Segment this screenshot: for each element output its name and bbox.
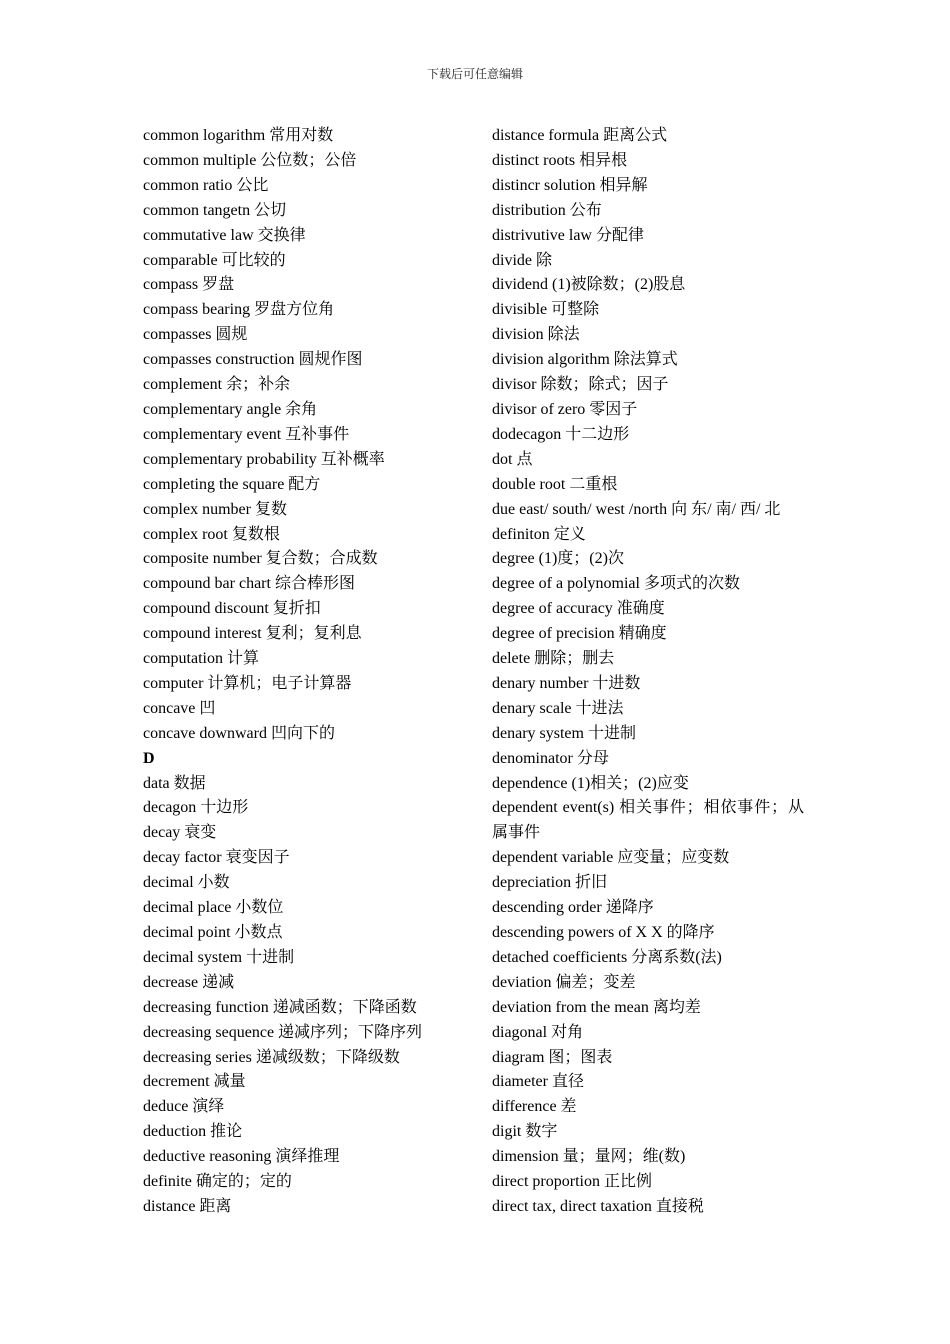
glossary-entry: denary scale 十进法 — [492, 699, 624, 717]
glossary-entry: denary system 十进制 — [492, 724, 636, 742]
glossary-entry: complementary probability 互补概率 — [143, 450, 385, 468]
glossary-entry: compound interest 复利；复利息 — [143, 625, 362, 643]
glossary-entry: distance 距离 — [143, 1197, 232, 1215]
glossary-entry: complementary event 互补事件 — [143, 425, 350, 443]
glossary-entry: divisor of zero 零因子 — [492, 400, 638, 418]
glossary-entry: depreciation 折旧 — [492, 874, 608, 892]
glossary-entry: common multiple 公位数；公倍 — [143, 151, 357, 169]
glossary-entry: definite 确定的；定的 — [143, 1173, 292, 1191]
glossary-entry: deductive reasoning 演绎推理 — [143, 1148, 340, 1166]
page-header: 下载后可任意编辑 — [426, 67, 523, 81]
glossary-entry: concave 凹 — [143, 699, 216, 717]
glossary-entry: compound bar chart 综合棒形图 — [143, 575, 355, 593]
glossary-entry: compass bearing 罗盘方位角 — [143, 301, 335, 319]
glossary-entry: decrement 减量 — [143, 1073, 246, 1091]
glossary-entry: deduction 推论 — [143, 1123, 243, 1141]
section-letter-heading: D — [143, 749, 155, 767]
glossary-entry: descending order 递降序 — [492, 899, 654, 917]
glossary-entry: denary number 十进数 — [492, 674, 641, 692]
glossary-entry: composite number 复合数；合成数 — [143, 550, 378, 568]
glossary-entry: delete 删除；删去 — [492, 650, 615, 668]
glossary-entry: commutative law 交换律 — [143, 226, 306, 244]
glossary-entry: degree of a polynomial 多项式的次数 — [492, 575, 740, 593]
glossary-entry: complementary angle 余角 — [143, 400, 318, 418]
glossary-entry: due east/ south/ west /north 向 东/ 南/ 西/ 北 — [492, 500, 781, 518]
glossary-entry: complex number 复数 — [143, 500, 287, 518]
glossary-entry: diagram 图；图表 — [492, 1048, 613, 1066]
glossary-entry: computation 计算 — [143, 650, 259, 668]
glossary-entry: common ratio 公比 — [143, 176, 269, 194]
glossary-entry: dependent event(s) 相关事件；相依事件；从属事件 — [492, 799, 804, 842]
glossary-entry: difference 差 — [492, 1098, 577, 1116]
glossary-entry: distrivutive law 分配律 — [492, 226, 644, 244]
glossary-entry: decreasing function 递减函数；下降函数 — [143, 998, 417, 1016]
glossary-entry: decreasing series 递减级数；下降级数 — [143, 1048, 400, 1066]
glossary-column-right — [492, 124, 804, 1220]
glossary-entry: deviation from the mean 离均差 — [492, 998, 701, 1016]
glossary-entry: common tangetn 公切 — [143, 201, 287, 219]
glossary-entry: decimal place 小数位 — [143, 899, 284, 917]
glossary-entry: decimal 小数 — [143, 874, 230, 892]
glossary-entry: compound discount 复折扣 — [143, 600, 321, 618]
glossary-column-left — [143, 124, 468, 1220]
glossary-entry: division algorithm 除法算式 — [492, 351, 678, 369]
glossary-entry: distance formula 距离公式 — [492, 127, 668, 144]
glossary-entry: dimension 量；量网；维(数) — [492, 1148, 686, 1166]
glossary-entry: degree of accuracy 准确度 — [492, 600, 665, 618]
glossary-entry: complement 余；补余 — [143, 376, 291, 394]
glossary-entry: decagon 十边形 — [143, 799, 249, 817]
glossary-entry: compasses 圆规 — [143, 326, 248, 344]
glossary-entry: data 数据 — [143, 774, 206, 792]
glossary-entry: division 除法 — [492, 326, 580, 344]
glossary-entry: decay 衰变 — [143, 824, 217, 842]
glossary-entry: dot 点 — [492, 450, 533, 468]
glossary-entry: divisible 可整除 — [492, 301, 600, 319]
glossary-entry: decrease 递减 — [143, 973, 235, 991]
glossary-entry: degree (1)度；(2)次 — [492, 550, 624, 568]
glossary-entry: complex root 复数根 — [143, 525, 280, 543]
glossary-entry: decreasing sequence 递减序列；下降序列 — [143, 1023, 423, 1041]
glossary-entry: common logarithm 常用对数 — [143, 127, 334, 144]
glossary-entry: decimal point 小数点 — [143, 924, 283, 941]
glossary-entry: denominator 分母 — [492, 749, 609, 767]
glossary-entry: compass 罗盘 — [143, 276, 235, 294]
glossary-entry: dividend (1)被除数；(2)股息 — [492, 276, 686, 294]
glossary-entry: diameter 直径 — [492, 1073, 584, 1091]
glossary-entry: dodecagon 十二边形 — [492, 425, 630, 443]
glossary-entry: concave downward 凹向下的 — [143, 724, 335, 742]
glossary-entry: digit 数字 — [492, 1123, 558, 1141]
glossary-entry: dependent variable 应变量；应变数 — [492, 849, 730, 867]
glossary-entry: direct tax, direct taxation 直接税 — [492, 1197, 704, 1215]
glossary-entry: dependence (1)相关；(2)应变 — [492, 774, 689, 792]
glossary-entry: double root 二重根 — [492, 475, 618, 493]
glossary-entry: descending powers of X X 的降序 — [492, 924, 715, 941]
glossary-entry: distribution 公布 — [492, 201, 602, 219]
glossary-entry: computer 计算机；电子计算器 — [143, 674, 352, 692]
glossary-entry: deduce 演绎 — [143, 1098, 225, 1116]
glossary-entry: decimal system 十进制 — [143, 948, 295, 966]
glossary-entry: deviation 偏差；变差 — [492, 973, 636, 991]
glossary-entry: detached coefficients 分离系数(法) — [492, 948, 722, 966]
glossary-entry: distincr solution 相异解 — [492, 176, 648, 194]
glossary-entry: comparable 可比较的 — [143, 251, 286, 269]
glossary-entry: diagonal 对角 — [492, 1023, 584, 1041]
glossary-entry: distinct roots 相异根 — [492, 151, 628, 169]
glossary-entry: divisor 除数；除式；因子 — [492, 376, 669, 394]
glossary-entry: definiton 定义 — [492, 525, 586, 543]
glossary-entry: decay factor 衰变因子 — [143, 849, 290, 867]
glossary-entry: compasses construction 圆规作图 — [143, 351, 363, 369]
glossary-entry: completing the square 配方 — [143, 475, 321, 493]
glossary-entry: divide 除 — [492, 251, 552, 269]
glossary-entry: degree of precision 精确度 — [492, 625, 667, 643]
glossary-entry: direct proportion 正比例 — [492, 1173, 652, 1191]
